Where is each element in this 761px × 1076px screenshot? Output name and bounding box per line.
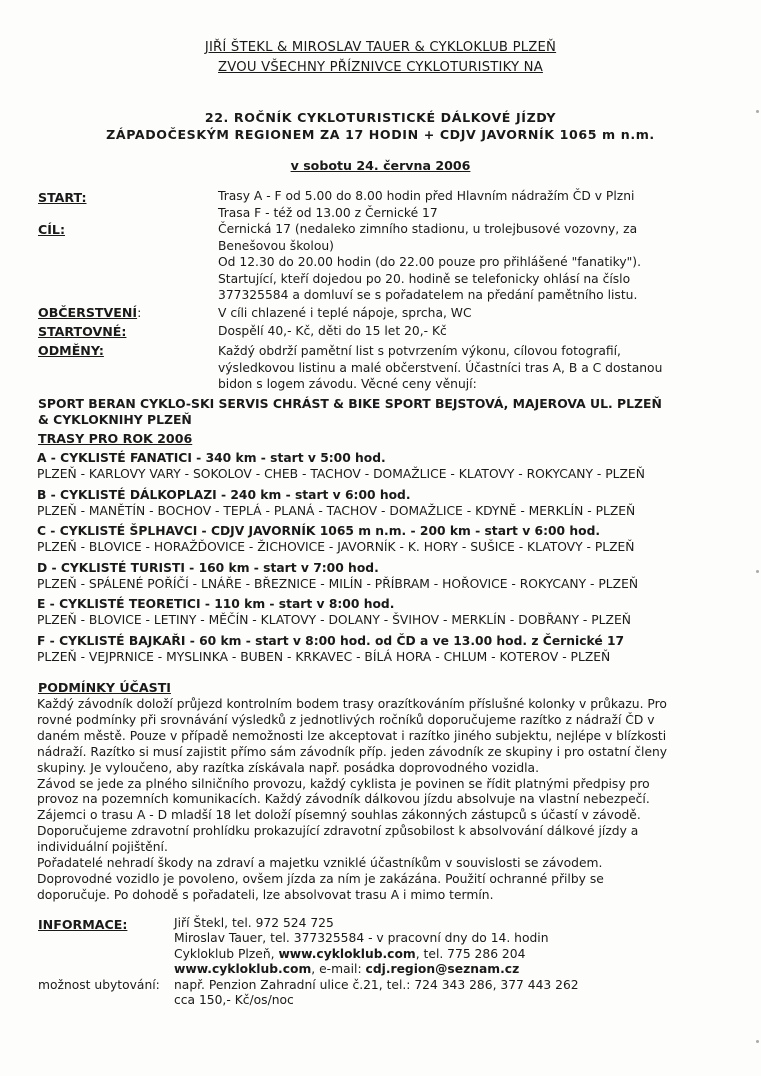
start-value [218,188,738,221]
conditions-line: rovné podmínky při srovnávání výsledků z jednotlivých ročníků doporučujeme razítko z nádraží ČD v [37,712,655,727]
start-line: Trasy A - F od 5.00 do 8.00 hodin před Hlavním nádražím ČD v Plzni [218,189,635,203]
finish-line: 377325584 a domluví se s pořadatelem na předání pamětního listu. [218,288,638,302]
fee-value: Dospělí 40,- Kč, děti do 15 let 20,- Kč [218,324,447,338]
route-a-path: PLZEŇ - KARLOVY VARY - SOKOLOV - CHEB - TACHOV - DOMAŽLICE - KLATOVY - ROKYCANY - PLZEŇ [37,467,645,481]
info-label: INFORMACE: [38,917,128,932]
conditions-line: doporučuje. Po dohodě s pořadateli, lze absolvovat trasu A i mimo termín. [37,887,494,902]
info-value [174,916,734,978]
accommodation-label: možnost ubytování: [38,978,160,992]
scan-speck [756,110,759,113]
conditions-line: provoz na pozemních komunikacích. Každý závodník dálkovou jízdu absolvuje na vlastní nebezpečí. [37,792,650,807]
start-line: Trasa F - též od 13.00 z Černické 17 [218,205,438,220]
email-label: , e-mail: [311,962,366,977]
route-a-title: A - CYKLISTÉ FANATICI - 340 km - start v 5:00 hod. [37,451,386,465]
refreshment-colon: : [137,305,142,320]
route-d-title: D - CYKLISTÉ TURISTI - 160 km - start v 7:00 hod. [37,561,379,575]
rewards-line: Každý obdrží pamětní list s potvrzením výkonu, cílovou fotografií, [218,344,621,358]
finish-label: CÍL: [38,222,65,237]
event-date: v sobotu 24. června 2006 [290,158,471,173]
organizers-line: JIŘÍ ŠTEKL & MIROSLAV TAUER & CYKLOKLUB PLZEŇ [204,40,557,55]
website-link[interactable]: www.cykloklub.com [174,962,312,977]
start-label: START: [38,190,87,205]
refreshment-value: V cíli chlazené i teplé nápoje, sprcha, WC [218,306,472,320]
scan-speck [756,1040,759,1043]
conditions-line: daném městě. Pouze v případě nemožnosti lze akceptovat i razítko jiného subjektu, nejlépe v blízkosti [37,728,667,743]
sponsors [38,396,728,428]
club-phone: , tel. 775 286 204 [415,946,526,961]
info-contact-stekl: Jiří Štekl, tel. 972 524 725 [174,916,334,930]
event-edition: 22. ROČNÍK CYKLOTURISTICKÉ DÁLKOVÉ JÍZDY [204,110,557,125]
club-name: Cykloklub Plzeň, [174,946,279,961]
scan-speck [756,570,759,573]
conditions-line: Zájemci o trasu A - D mladší 18 let doloží písemný souhlas zákonných zástupců s účastí v závodě. [37,808,641,823]
accommodation-line: např. Penzion Zahradní ulice č.21, tel.: 724 343 286, 377 443 262 [174,978,579,992]
info-contact-tauer: Miroslav Tauer, tel. 377325584 - v pracovní dny do 14. hodin [174,931,549,946]
conditions-line: nádraží. Razítko si musí zajistit přímo sám závodník příp. jeden závodník ze skupiny i pro ostatní členy [37,744,668,759]
conditions-line: Každý závodník doloží průjezd kontrolním bodem trasy orazítkováním příslušné kolonky v průkazu. Pro [37,697,667,711]
route-b-title: B - CYKLISTÉ DÁLKOPLAZI - 240 km - start v 6:00 hod. [37,488,411,502]
email-link[interactable]: cdj.region@seznam.cz [365,962,520,977]
rewards-value [218,343,738,393]
rewards-label: ODMĚNY: [38,343,104,358]
routes-title: TRASY PRO ROK 2006 [38,431,193,446]
refreshment-label-text: OBČERSTVENÍ [38,305,138,320]
sponsors-line: SPORT BERAN CYKLO-SKI SERVIS CHRÁST & BIKE SPORT BEJSTOVÁ, MAJEROVA UL. PLZEŇ [38,396,662,411]
conditions-line: Doporučujeme zdravotní prohlídku prokazující zdravotní způsobilost k absolvování dálkové jízdy a [37,824,639,839]
club-website-link[interactable]: www.cykloklub.com [278,946,416,961]
finish-value [218,221,738,304]
finish-line: Černická 17 (nedaleko zimního stadionu, u trolejbusové vozovny, za [218,222,638,236]
conditions-title: PODMÍNKY ÚČASTI [38,680,171,695]
route-c-path: PLZEŇ - BLOVICE - HORAŽĎOVICE - ŽICHOVICE - JAVORNÍK - K. HORY - SUŠICE - KLATOVY - PLZEŇ [37,540,635,554]
route-e-title: E - CYKLISTÉ TEORETICI - 110 km - start v 8:00 hod. [37,597,395,611]
conditions-line: Pořadatelé nehradí škody na zdraví a majetku vzniklé účastníkům v souvislosti se závodem. [37,856,603,871]
route-f-path: PLZEŇ - VEJPRNICE - MYSLINKA - BUBEN - KRKAVEC - BÍLÁ HORA - CHLUM - KOTEROV - PLZEŇ [37,650,611,664]
route-b-path: PLZEŇ - MANĚTÍN - BOCHOV - TEPLÁ - PLANÁ - TACHOV - DOMAŽLICE - KDYNĚ - MERKLÍN - PLZEŇ [37,504,636,518]
conditions-text [37,697,712,904]
conditions-line: Závod se jede za plného silničního provozu, každý cyklista je povinen se řídit platnými předpisy pro [37,776,650,791]
route-d-path: PLZEŇ - SPÁLENÉ POŘÍČÍ - LNÁŘE - BŘEZNICE - MILÍN - PŘÍBRAM - HOŘOVICE - ROKYCANY - PLZEŇ [37,577,639,591]
conditions-line: skupiny. Je vyloučeno, aby razítka získávala např. posádka doprovodného vozidla. [37,760,539,775]
info-contact-club [174,947,734,962]
accommodation-value [174,978,734,1009]
route-e-path: PLZEŇ - BLOVICE - LETINY - MĚČÍN - KLATOVY - DOLANY - ŠVIHOV - MERKLÍN - DOBŘANY - PLZEŇ [37,613,631,627]
rewards-line: bidon s logem závodu. Věcné ceny věnují: [218,377,477,391]
sponsors-line: & CYKLOKNIHY PLZEŇ [38,412,192,427]
route-f-title: F - CYKLISTÉ BAJKAŘI - 60 km - start v 8:00 hod. od ČD a ve 13.00 hod. z Černické 17 [37,634,625,648]
accommodation-price: cca 150,- Kč/os/noc [174,993,294,1008]
finish-line: Startující, kteří dojedou po 20. hodině se telefonicky ohlásí na číslo [218,271,631,286]
finish-line: Benešovou školou) [218,238,334,253]
rewards-line: výsledkovou listinu a malé občerstvení. Účastníci tras A, B a C dostanou [218,360,663,375]
event-subtitle: ZÁPADOČESKÝM REGIONEM ZA 17 HODIN + CDJV JAVORNÍK 1065 m n.m. [106,127,655,142]
conditions-line: Doprovodné vozidlo je povoleno, ovšem jízda za ním je zakázána. Použití ochranné přilby se [37,871,604,886]
conditions-line: individuální pojištění. [37,840,168,855]
fee-label: STARTOVNÉ: [38,324,127,339]
finish-line: Od 12.30 do 20.00 hodin (do 22.00 pouze pro přihlášené "fanatiky"). [218,255,641,269]
refreshment-label [38,305,141,320]
info-web-email [174,962,734,977]
route-c-title: C - CYKLISTÉ ŠPLHAVCI - CDJV JAVORNÍK 1065 m n.m. - 200 km - start v 6:00 hod. [37,524,601,538]
invitation-line: ZVOU VŠECHNY PŘÍZNIVCE CYKLOTURISTIKY NA [218,60,543,75]
